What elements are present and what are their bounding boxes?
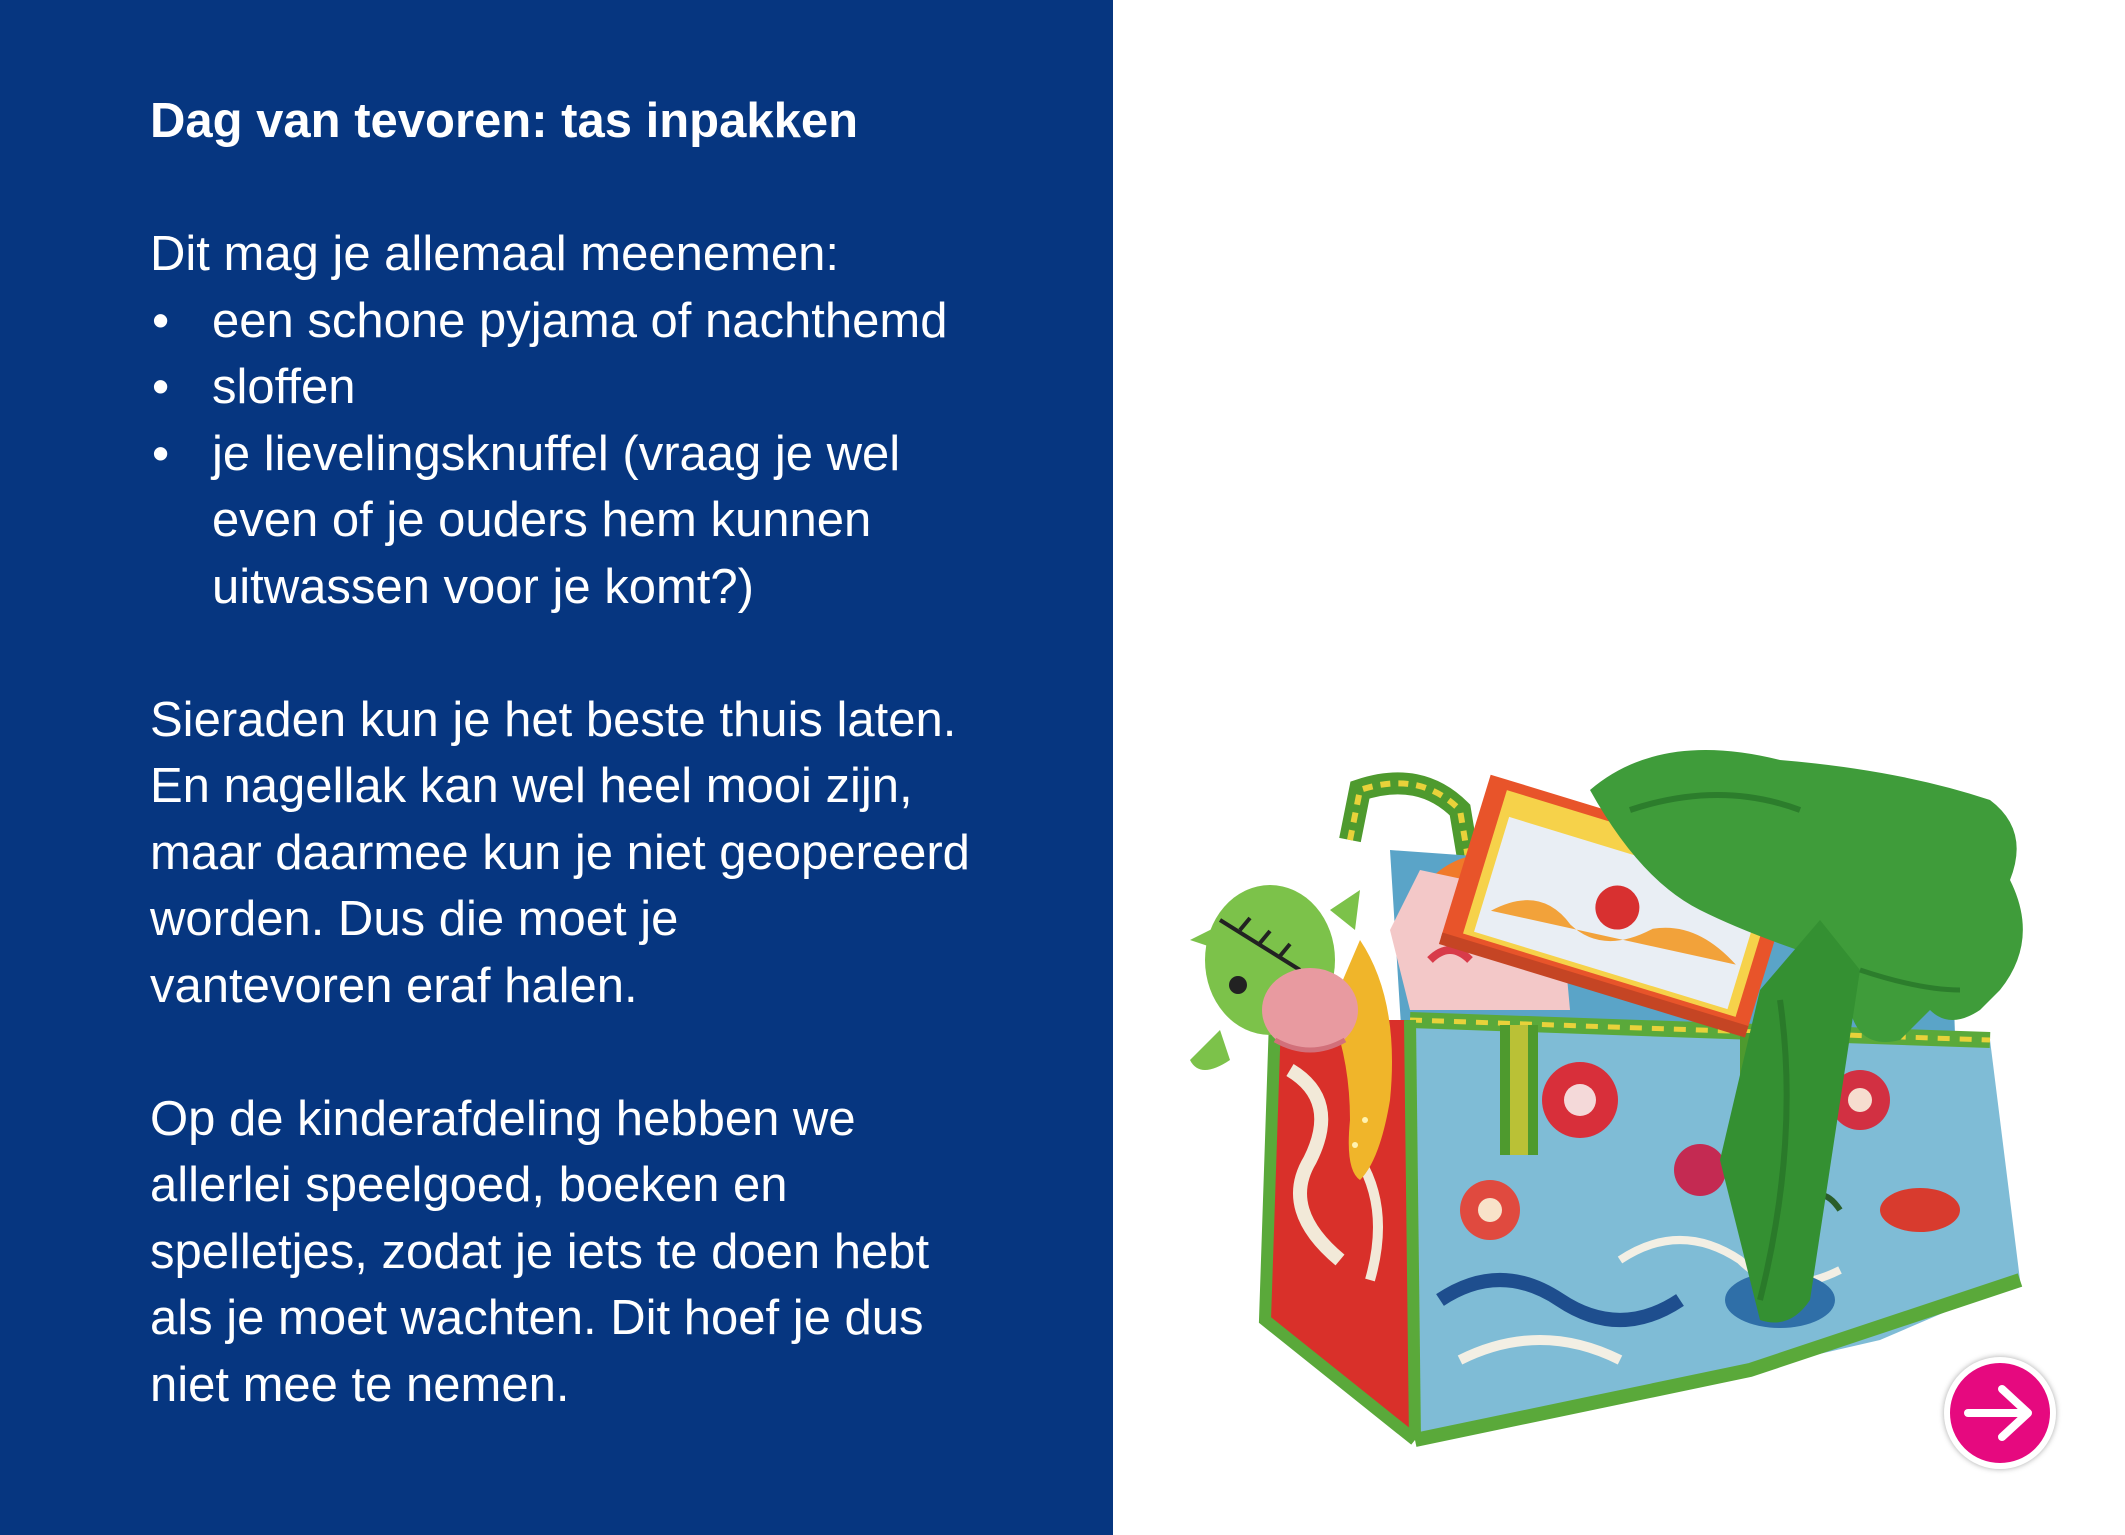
- paragraph-line: En nagellak kan wel heel mooi zijn,: [150, 759, 913, 813]
- list-item: [150, 288, 1080, 355]
- next-button[interactable]: [1944, 1357, 2056, 1469]
- arrow-right-icon: [1964, 1377, 2036, 1449]
- jewelry-paragraph: [150, 687, 1080, 1020]
- list-item-text: uitwassen voor je komt?): [212, 559, 754, 614]
- list-item: [150, 421, 1080, 621]
- slide-content: [150, 88, 1080, 1418]
- paragraph-line: niet mee te nemen.: [150, 1357, 570, 1412]
- list-item-text: een schone pyjama of nachthemd: [212, 293, 948, 348]
- packing-list: [150, 288, 1080, 621]
- paragraph-line: vantevoren eraf halen.: [150, 958, 638, 1013]
- spacer: [150, 620, 1080, 687]
- spacer: [150, 155, 1080, 222]
- paragraph-line: allerlei speelgoed, boeken en: [150, 1158, 788, 1212]
- spacer: [150, 1019, 1080, 1086]
- slide-title: Dag van tevoren: tas inpakken: [150, 94, 859, 148]
- bullet: •: [152, 293, 170, 348]
- list-item: [150, 354, 1080, 421]
- packed-bag-image: [1160, 740, 2070, 1460]
- list-item-text: je lievelingsknuffel (vraag je wel: [212, 426, 901, 481]
- bullet: •: [152, 426, 170, 481]
- paragraph-line: worden. Dus die moet je: [150, 892, 679, 946]
- bullet: •: [152, 360, 170, 414]
- toys-paragraph: [150, 1086, 1080, 1419]
- paragraph-line: spelletjes, zodat je iets te doen hebt: [150, 1224, 930, 1279]
- list-item-text: even of je ouders hem kunnen: [212, 493, 872, 547]
- list-item-text: sloffen: [212, 360, 356, 414]
- paragraph-line: Op de kinderafdeling hebben we: [150, 1091, 856, 1146]
- intro-text: Dit mag je allemaal meenemen:: [150, 227, 840, 281]
- paragraph-line: Sieraden kun je het beste thuis laten.: [150, 692, 957, 747]
- paragraph-line: als je moet wachten. Dit hoef je dus: [150, 1291, 924, 1345]
- paragraph-line: maar daarmee kun je niet geopereerd: [150, 825, 970, 880]
